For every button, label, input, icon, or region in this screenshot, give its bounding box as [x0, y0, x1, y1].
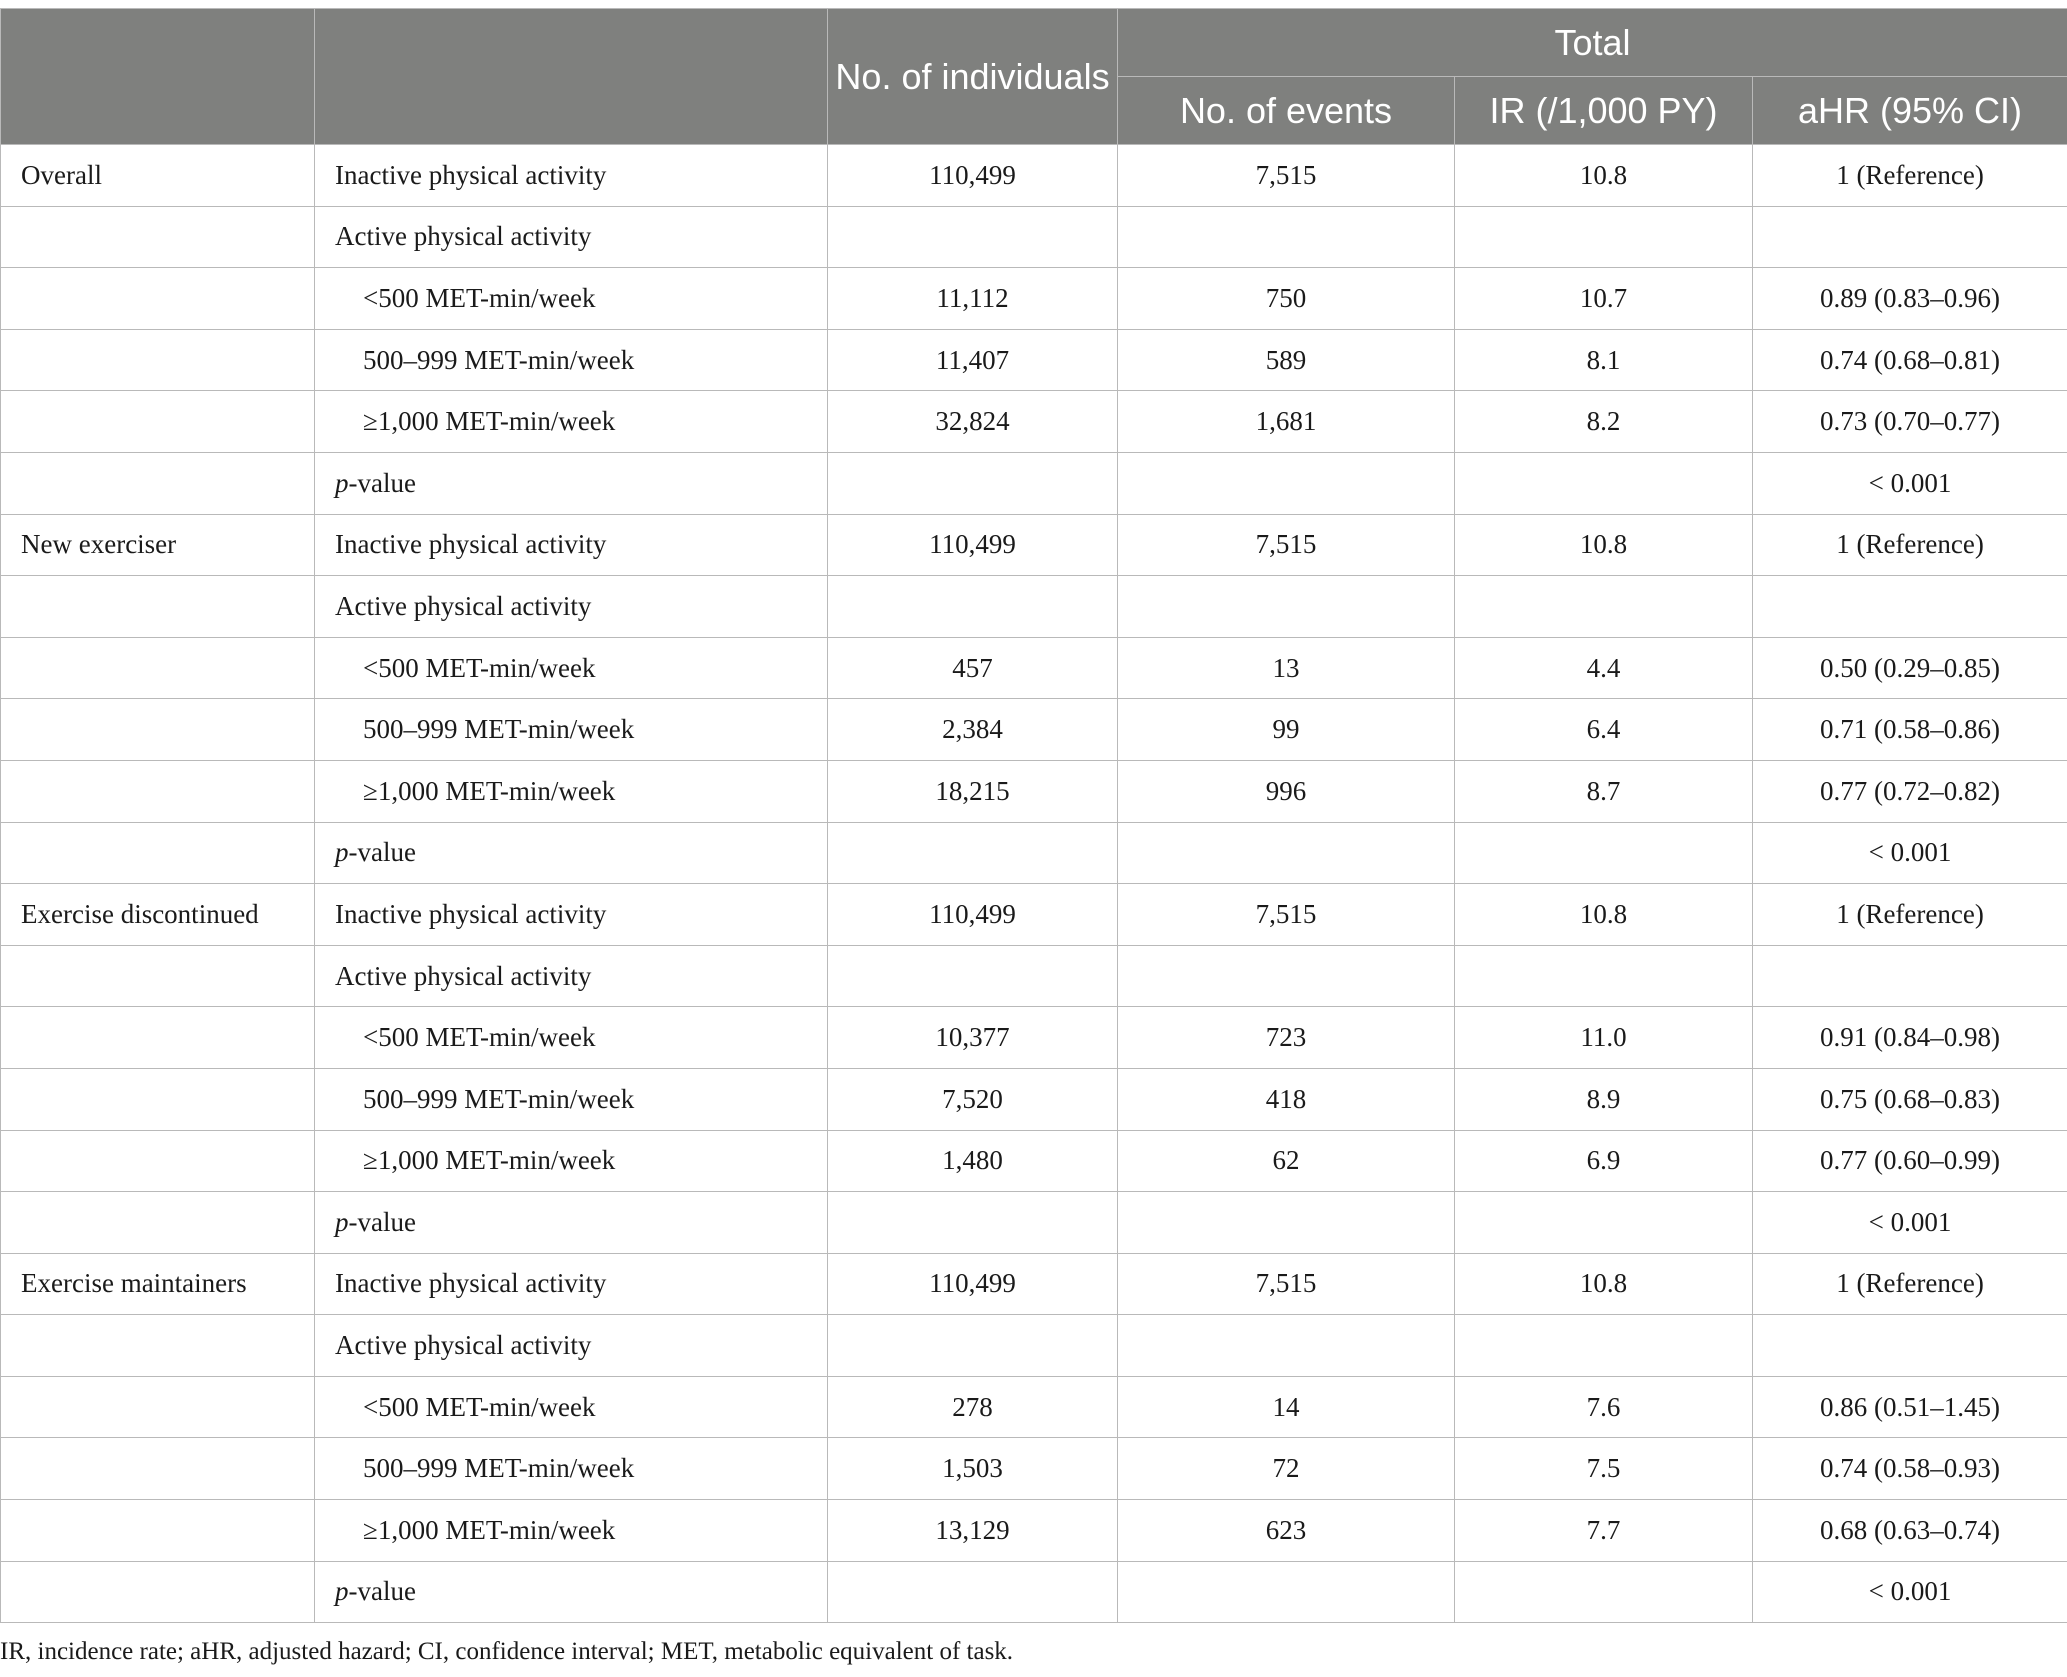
group-cell: Exercise maintainers — [1, 1253, 315, 1315]
ir-cell: 8.1 — [1455, 329, 1753, 391]
events-cell — [1118, 1192, 1455, 1254]
individuals-cell — [828, 576, 1118, 638]
events-cell: 996 — [1118, 760, 1455, 822]
ir-cell — [1455, 576, 1753, 638]
individuals-cell — [828, 206, 1118, 268]
events-cell: 623 — [1118, 1500, 1455, 1562]
events-cell — [1118, 452, 1455, 514]
group-cell — [1, 1007, 315, 1069]
ir-cell: 11.0 — [1455, 1007, 1753, 1069]
group-cell — [1, 1315, 315, 1377]
individuals-cell — [828, 452, 1118, 514]
individuals-cell — [828, 945, 1118, 1007]
group-cell — [1, 1438, 315, 1500]
ahr-cell: 1 (Reference) — [1753, 884, 2067, 946]
events-cell: 589 — [1118, 329, 1455, 391]
label-cell: Active physical activity — [315, 945, 828, 1007]
table-footnote: IR, incidence rate; aHR, adjusted hazard; CI, confidence interval; MET, metabolic equivalent of task. — [0, 1638, 1014, 1665]
ir-cell — [1455, 1192, 1753, 1254]
events-cell: 418 — [1118, 1068, 1455, 1130]
individuals-cell: 1,503 — [828, 1438, 1118, 1500]
ir-cell — [1455, 822, 1753, 884]
ahr-cell — [1753, 576, 2067, 638]
individuals-cell: 1,480 — [828, 1130, 1118, 1192]
ahr-cell: < 0.001 — [1753, 1561, 2067, 1623]
table-row — [1, 637, 2067, 699]
events-cell — [1118, 822, 1455, 884]
group-cell — [1, 268, 315, 330]
label-cell: 500–999 MET-min/week — [315, 329, 828, 391]
group-cell: Exercise discontinued — [1, 884, 315, 946]
ahr-cell: < 0.001 — [1753, 1192, 2067, 1254]
individuals-cell: 11,407 — [828, 329, 1118, 391]
ahr-cell — [1753, 1315, 2067, 1377]
events-cell: 7,515 — [1118, 145, 1455, 207]
ir-cell: 10.7 — [1455, 268, 1753, 330]
ahr-cell: 0.50 (0.29–0.85) — [1753, 637, 2067, 699]
individuals-cell: 32,824 — [828, 391, 1118, 453]
events-cell: 750 — [1118, 268, 1455, 330]
label-cell: Inactive physical activity — [315, 514, 828, 576]
group-cell — [1, 699, 315, 761]
ir-cell: 8.7 — [1455, 760, 1753, 822]
individuals-cell — [828, 822, 1118, 884]
group-cell — [1, 1500, 315, 1562]
ir-cell — [1455, 206, 1753, 268]
ahr-cell: < 0.001 — [1753, 452, 2067, 514]
individuals-cell: 110,499 — [828, 145, 1118, 207]
ahr-cell: 1 (Reference) — [1753, 1253, 2067, 1315]
ir-cell — [1455, 452, 1753, 514]
ir-cell: 4.4 — [1455, 637, 1753, 699]
ahr-cell: 0.77 (0.60–0.99) — [1753, 1130, 2067, 1192]
individuals-cell: 2,384 — [828, 699, 1118, 761]
table-row — [1, 1561, 2067, 1623]
ir-cell: 6.4 — [1455, 699, 1753, 761]
group-cell: New exerciser — [1, 514, 315, 576]
ahr-cell: 0.89 (0.83–0.96) — [1753, 268, 2067, 330]
ir-cell: 7.6 — [1455, 1376, 1753, 1438]
label-cell: 500–999 MET-min/week — [315, 1438, 828, 1500]
ir-cell: 10.8 — [1455, 145, 1753, 207]
header-total: Total — [1118, 9, 2067, 77]
ir-cell: 10.8 — [1455, 1253, 1753, 1315]
header-label-blank — [315, 9, 828, 145]
individuals-cell — [828, 1315, 1118, 1377]
header-ir: IR (/1,000 PY) — [1455, 77, 1753, 145]
table-row — [1, 268, 2067, 330]
table-row — [1, 1130, 2067, 1192]
individuals-cell: 10,377 — [828, 1007, 1118, 1069]
group-cell — [1, 452, 315, 514]
label-cell: Active physical activity — [315, 1315, 828, 1377]
group-cell — [1, 206, 315, 268]
group-cell — [1, 760, 315, 822]
table-row — [1, 1500, 2067, 1562]
ir-cell: 10.8 — [1455, 884, 1753, 946]
header-events: No. of events — [1118, 77, 1455, 145]
group-cell — [1, 329, 315, 391]
group-cell — [1, 391, 315, 453]
ahr-cell: 0.71 (0.58–0.86) — [1753, 699, 2067, 761]
ir-cell: 7.5 — [1455, 1438, 1753, 1500]
group-cell — [1, 1068, 315, 1130]
individuals-cell: 110,499 — [828, 514, 1118, 576]
individuals-cell: 457 — [828, 637, 1118, 699]
label-cell: Active physical activity — [315, 576, 828, 638]
table-row — [1, 1253, 2067, 1315]
events-cell — [1118, 576, 1455, 638]
ir-cell: 10.8 — [1455, 514, 1753, 576]
events-cell: 7,515 — [1118, 884, 1455, 946]
table-row — [1, 1315, 2067, 1377]
group-cell — [1, 1192, 315, 1254]
events-cell: 14 — [1118, 1376, 1455, 1438]
events-cell: 7,515 — [1118, 514, 1455, 576]
ahr-cell: 0.73 (0.70–0.77) — [1753, 391, 2067, 453]
label-cell: Inactive physical activity — [315, 884, 828, 946]
table-row — [1, 822, 2067, 884]
group-cell — [1, 1130, 315, 1192]
label-cell: <500 MET-min/week — [315, 637, 828, 699]
events-cell: 7,515 — [1118, 1253, 1455, 1315]
label-cell: Active physical activity — [315, 206, 828, 268]
results-table-wrapper — [0, 8, 2067, 1623]
p-value-label: p-value — [315, 1192, 828, 1254]
individuals-cell: 278 — [828, 1376, 1118, 1438]
individuals-cell: 13,129 — [828, 1500, 1118, 1562]
ahr-cell: 1 (Reference) — [1753, 145, 2067, 207]
table-body — [1, 145, 2067, 1623]
ahr-cell — [1753, 945, 2067, 1007]
table-header — [1, 9, 2067, 145]
table-row — [1, 884, 2067, 946]
group-cell — [1, 1561, 315, 1623]
ir-cell — [1455, 1561, 1753, 1623]
table-row — [1, 1007, 2067, 1069]
label-cell: 500–999 MET-min/week — [315, 699, 828, 761]
table-row — [1, 1192, 2067, 1254]
label-cell: Inactive physical activity — [315, 1253, 828, 1315]
label-cell: Inactive physical activity — [315, 145, 828, 207]
events-cell: 62 — [1118, 1130, 1455, 1192]
table-row — [1, 1438, 2067, 1500]
ir-cell: 8.9 — [1455, 1068, 1753, 1130]
individuals-cell — [828, 1561, 1118, 1623]
header-ahr: aHR (95% CI) — [1753, 77, 2067, 145]
ahr-cell: 0.86 (0.51–1.45) — [1753, 1376, 2067, 1438]
events-cell: 99 — [1118, 699, 1455, 761]
ahr-cell: < 0.001 — [1753, 822, 2067, 884]
ahr-cell: 0.91 (0.84–0.98) — [1753, 1007, 2067, 1069]
group-cell — [1, 637, 315, 699]
table-row — [1, 576, 2067, 638]
table-row — [1, 1376, 2067, 1438]
ir-cell — [1455, 1315, 1753, 1377]
table-row — [1, 391, 2067, 453]
table-row — [1, 945, 2067, 1007]
label-cell: ≥1,000 MET-min/week — [315, 391, 828, 453]
label-cell: <500 MET-min/week — [315, 268, 828, 330]
group-cell — [1, 822, 315, 884]
individuals-cell: 18,215 — [828, 760, 1118, 822]
ahr-cell: 0.74 (0.58–0.93) — [1753, 1438, 2067, 1500]
group-cell — [1, 576, 315, 638]
ahr-cell: 0.75 (0.68–0.83) — [1753, 1068, 2067, 1130]
ir-cell: 8.2 — [1455, 391, 1753, 453]
events-cell — [1118, 206, 1455, 268]
table-row — [1, 145, 2067, 207]
table-row — [1, 699, 2067, 761]
ir-cell: 7.7 — [1455, 1500, 1753, 1562]
table-row — [1, 329, 2067, 391]
individuals-cell: 110,499 — [828, 1253, 1118, 1315]
label-cell: ≥1,000 MET-min/week — [315, 1500, 828, 1562]
p-value-label: p-value — [315, 822, 828, 884]
group-cell: Overall — [1, 145, 315, 207]
table-row — [1, 206, 2067, 268]
events-cell — [1118, 945, 1455, 1007]
events-cell: 72 — [1118, 1438, 1455, 1500]
events-cell: 13 — [1118, 637, 1455, 699]
results-table — [0, 8, 2067, 1623]
ahr-cell — [1753, 206, 2067, 268]
events-cell — [1118, 1561, 1455, 1623]
individuals-cell — [828, 1192, 1118, 1254]
ahr-cell: 0.68 (0.63–0.74) — [1753, 1500, 2067, 1562]
label-cell: ≥1,000 MET-min/week — [315, 1130, 828, 1192]
label-cell: ≥1,000 MET-min/week — [315, 760, 828, 822]
ahr-cell: 0.77 (0.72–0.82) — [1753, 760, 2067, 822]
header-individuals: No. of individuals — [828, 9, 1118, 145]
events-cell: 1,681 — [1118, 391, 1455, 453]
label-cell: 500–999 MET-min/week — [315, 1068, 828, 1130]
p-value-label: p-value — [315, 1561, 828, 1623]
label-cell: <500 MET-min/week — [315, 1007, 828, 1069]
individuals-cell: 11,112 — [828, 268, 1118, 330]
p-value-label: p-value — [315, 452, 828, 514]
individuals-cell: 110,499 — [828, 884, 1118, 946]
ahr-cell: 1 (Reference) — [1753, 514, 2067, 576]
table-row — [1, 514, 2067, 576]
ahr-cell: 0.74 (0.68–0.81) — [1753, 329, 2067, 391]
table-row — [1, 760, 2067, 822]
individuals-cell: 7,520 — [828, 1068, 1118, 1130]
label-cell: <500 MET-min/week — [315, 1376, 828, 1438]
events-cell — [1118, 1315, 1455, 1377]
ir-cell: 6.9 — [1455, 1130, 1753, 1192]
ir-cell — [1455, 945, 1753, 1007]
table-row — [1, 452, 2067, 514]
table-row — [1, 1068, 2067, 1130]
events-cell: 723 — [1118, 1007, 1455, 1069]
group-cell — [1, 945, 315, 1007]
group-cell — [1, 1376, 315, 1438]
header-group-blank — [1, 9, 315, 145]
